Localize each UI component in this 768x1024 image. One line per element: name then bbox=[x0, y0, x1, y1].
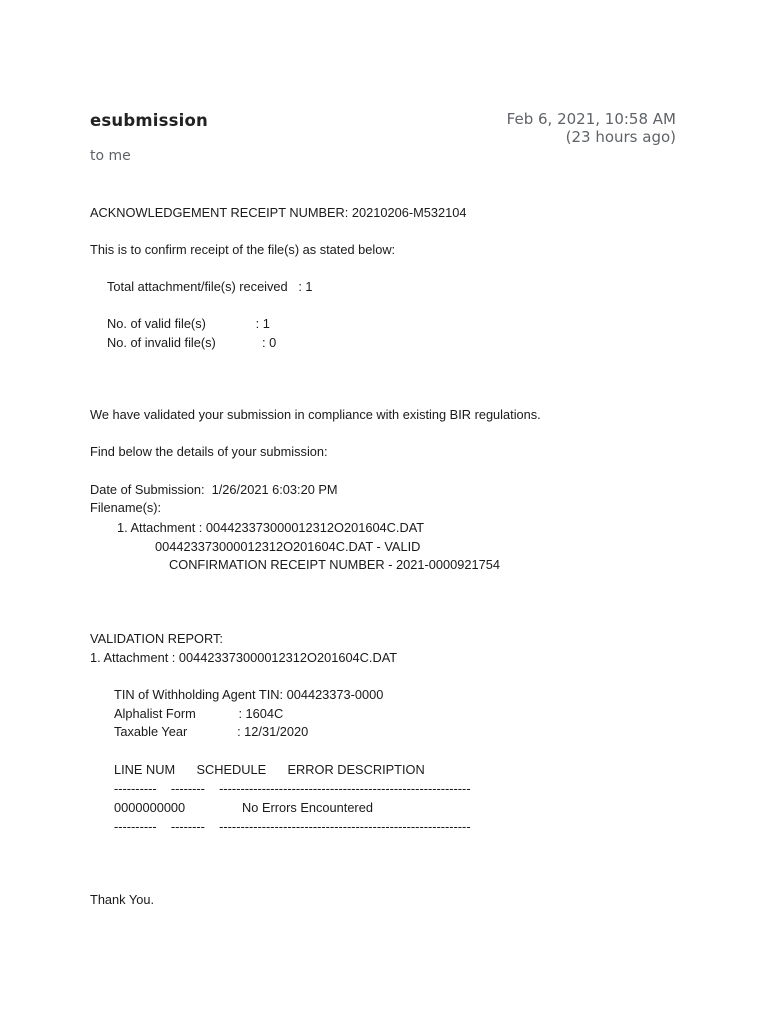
valid-files-line: No. of valid file(s) : 1 bbox=[107, 316, 270, 331]
taxable-year-line: Taxable Year : 12/31/2020 bbox=[114, 724, 309, 739]
validation-attachment-line: 1. Attachment : 004423373000012312O201604C.DAT bbox=[90, 650, 398, 665]
tin-line: TIN of Withholding Agent TIN: 004423373-0000 bbox=[114, 687, 384, 702]
sender-name[interactable]: esubmission bbox=[90, 111, 208, 130]
submission-date-line: Date of Submission: 1/26/2021 6:03:20 PM bbox=[90, 482, 338, 497]
alphalist-form-line: Alphalist Form : 1604C bbox=[114, 706, 284, 721]
find-below-line: Find below the details of your submission: bbox=[90, 444, 328, 459]
total-files-line: Total attachment/file(s) received : 1 bbox=[107, 279, 313, 294]
table-header: LINE NUM SCHEDULE ERROR DESCRIPTION bbox=[114, 762, 425, 777]
confirm-line: This is to confirm receipt of the file(s) as stated below: bbox=[90, 242, 396, 257]
valid-file-line: 004423373000012312O201604C.DAT - VALID bbox=[155, 539, 421, 554]
thank-you-line: Thank You. bbox=[90, 892, 155, 907]
filenames-label: Filename(s): bbox=[90, 500, 162, 515]
invalid-files-line: No. of invalid file(s) : 0 bbox=[107, 335, 277, 350]
relative-time: (23 hours ago) bbox=[565, 128, 676, 146]
table-row: 0000000000 No Errors Encountered bbox=[114, 800, 373, 815]
attachment-line: 1. Attachment : 004423373000012312O201604C.DAT bbox=[117, 520, 425, 535]
date-block bbox=[507, 110, 676, 146]
receipt-number-line: ACKNOWLEDGEMENT RECEIPT NUMBER: 20210206-M532104 bbox=[90, 205, 467, 220]
recipient-line[interactable]: to me bbox=[90, 148, 131, 164]
confirmation-receipt-line: CONFIRMATION RECEIPT NUMBER - 2021-0000921754 bbox=[169, 557, 500, 572]
table-separator-top: ---------- -------- ----------------------------------------------------------- bbox=[114, 781, 471, 796]
email-date: Feb 6, 2021, 10:58 AM bbox=[506, 110, 676, 128]
validated-line: We have validated your submission in compliance with existing BIR regulations. bbox=[90, 407, 541, 422]
table-separator-bottom: ---------- -------- ----------------------------------------------------------- bbox=[114, 819, 471, 834]
validation-report-title: VALIDATION REPORT: bbox=[90, 631, 223, 646]
